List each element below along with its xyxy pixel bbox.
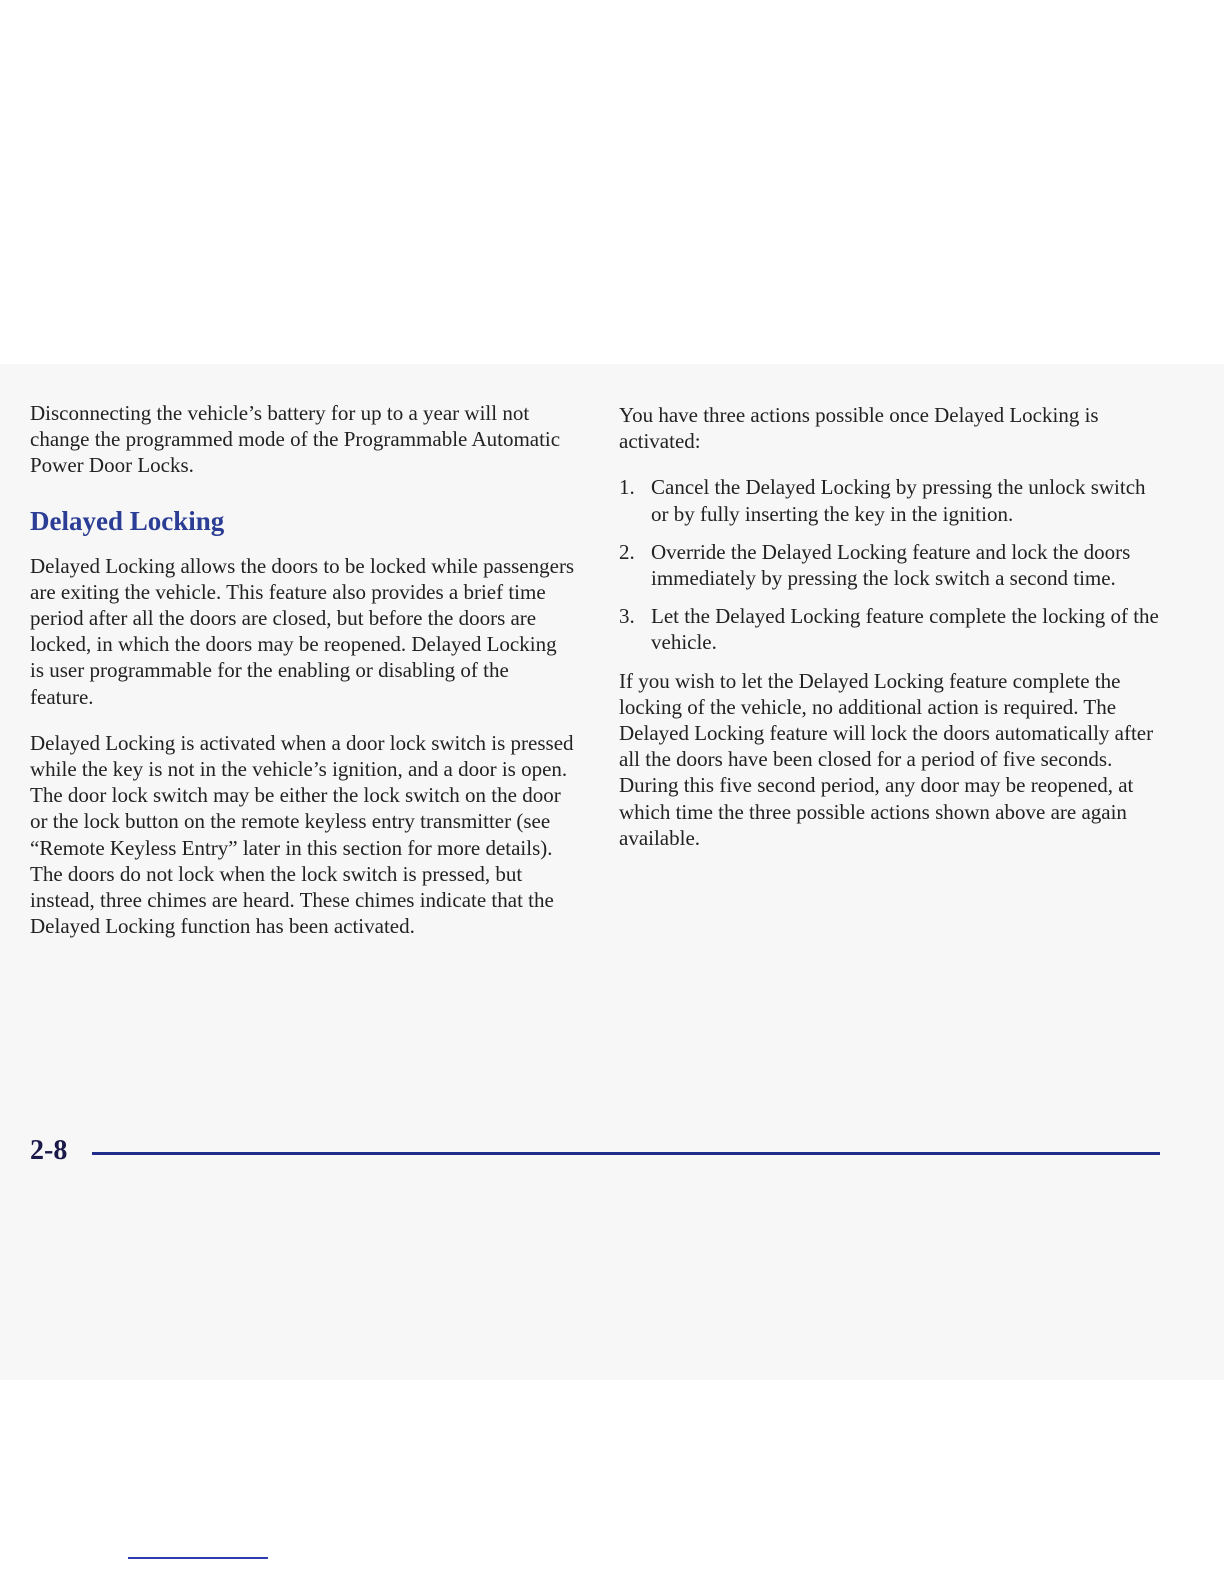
list-item	[619, 474, 1164, 526]
bottom-rule	[128, 1557, 268, 1559]
page-number: 2-8	[30, 1135, 68, 1166]
section-heading: Delayed Locking	[30, 505, 225, 536]
actions-list	[619, 474, 1164, 655]
list-item-number: 3.	[619, 604, 635, 629]
delayed-locking-activation: Delayed Locking is activated when a door lock switch is pressed while the key is not in the vehicle’s ignition, and a door is open. The door lock switch may be either the lock switch on the door or the lock button on the remote keyless entry transmitter (see “Remote Keyless Entry” later in this section for more details). The doors do not lock when the lock switch is pressed, but instead, three chimes are heard. These chimes indicate that the Delayed Locking function has been activated.	[30, 730, 574, 939]
intro-paragraph: Disconnecting the vehicle’s battery for up to a year will not change the programmed mode of the Programmable Automatic Power Door Locks.	[30, 401, 561, 478]
list-item	[619, 539, 1164, 591]
footer-rule	[92, 1152, 1160, 1155]
list-item	[619, 603, 1164, 655]
closing-paragraph: If you wish to let the Delayed Locking feature complete the locking of the vehicle, no additional action is required. The Delayed Locking feature will lock the doors automatically after all the doors have been closed for a period of five seconds. During this five second period, any door may be reopened, at which time the three possible actions shown above are again available.	[619, 668, 1154, 850]
list-item-number: 1.	[619, 475, 635, 500]
delayed-locking-description: Delayed Locking allows the doors to be locked while passengers are exiting the vehicle. This feature also provides a brief time period after all the doors are closed, but before the doors are locked, in which the doors may be reopened. Delayed Locking is user programmable for the enabling or disabling of the feature.	[30, 553, 575, 709]
list-item-text: Override the Delayed Locking feature and lock the doors immediately by pressing the lock switch a second time.	[651, 539, 1131, 591]
list-item-text: Let the Delayed Locking feature complete the locking of the vehicle.	[651, 604, 1159, 655]
list-item-text: Cancel the Delayed Locking by pressing the unlock switch or by fully inserting the key in the ignition.	[651, 475, 1146, 526]
left-column	[30, 400, 575, 959]
list-item-number: 2.	[619, 539, 635, 564]
actions-intro: You have three actions possible once Delayed Locking is activated:	[619, 403, 1099, 454]
right-column	[619, 402, 1164, 871]
